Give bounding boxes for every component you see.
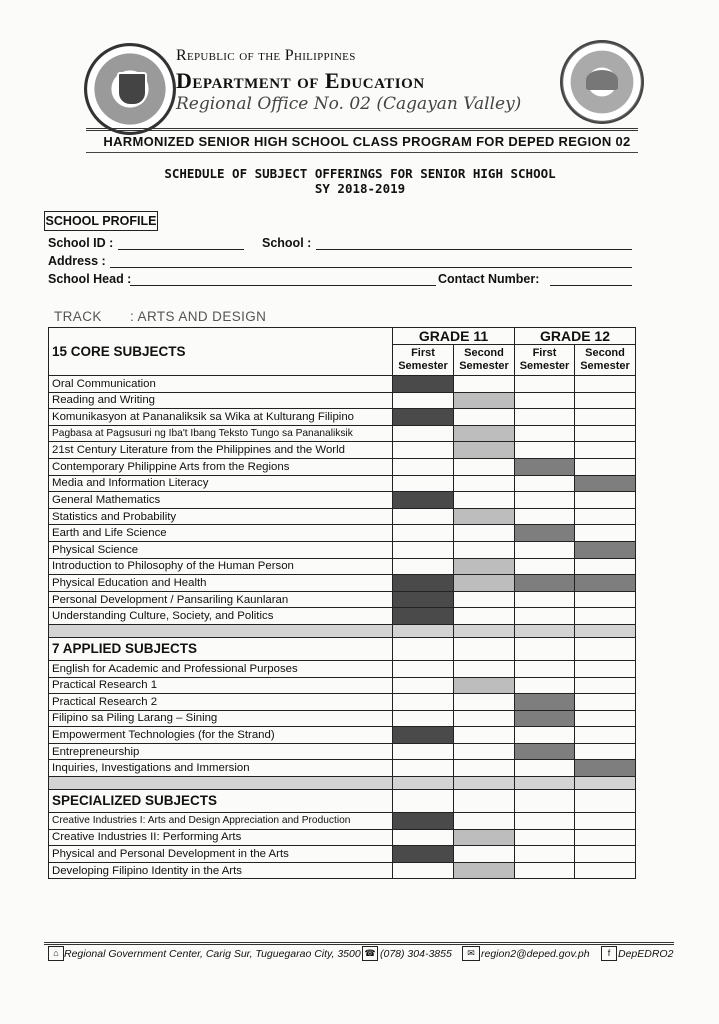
g11-second-semester-cell — [454, 743, 515, 760]
g12-first-semester-cell — [515, 846, 575, 863]
g12-second-semester-cell — [575, 392, 636, 409]
g12-first-semester-cell — [515, 608, 575, 625]
g11-second-semester-cell — [454, 492, 515, 509]
g12-first-semester-cell — [515, 829, 575, 846]
table-row — [49, 677, 636, 694]
empty-cell — [515, 790, 575, 813]
g12-first-semester-cell — [515, 660, 575, 677]
g11-second-semester-cell — [454, 677, 515, 694]
g12-second-semester-cell — [575, 608, 636, 625]
subject-name: Filipino sa Piling Larang – Sining — [49, 710, 393, 727]
g11-first-semester-cell — [393, 694, 454, 711]
header-divider — [86, 128, 638, 131]
g12-first-semester-cell — [515, 458, 575, 475]
contact-number-field[interactable] — [550, 285, 632, 286]
subject-name: Practical Research 1 — [49, 677, 393, 694]
g11-first-semester-cell — [393, 409, 454, 426]
g12-second-semester-cell — [575, 409, 636, 426]
g12-second-semester-cell — [575, 743, 636, 760]
address-field[interactable] — [110, 267, 632, 268]
subject-name: Inquiries, Investigations and Immersion — [49, 760, 393, 777]
table-row — [49, 458, 636, 475]
school-field[interactable] — [316, 249, 632, 250]
g11-second-semester-cell — [454, 525, 515, 542]
table-row — [49, 409, 636, 426]
section-header-row — [49, 790, 636, 813]
table-row — [49, 760, 636, 777]
section-separator-row — [49, 777, 636, 790]
g12-first-semester-cell — [515, 710, 575, 727]
g11-second-semester-cell — [454, 813, 515, 830]
section-title-applied: 7 APPLIED SUBJECTS — [49, 637, 393, 660]
subject-name: Earth and Life Science — [49, 525, 393, 542]
table-row — [49, 575, 636, 592]
grade-11-header: GRADE 11 — [393, 328, 515, 345]
g11-first-semester-cell — [393, 558, 454, 575]
g12-first-semester-cell — [515, 813, 575, 830]
subject-name: Statistics and Probability — [49, 508, 393, 525]
subject-name: Pagbasa at Pagsusuri ng Iba't Ibang Teksto Tungo sa Pananaliksik — [49, 425, 393, 442]
g12-first-semester-cell — [515, 694, 575, 711]
g12-first-semester-cell — [515, 525, 575, 542]
subject-name: Empowerment Technologies (for the Strand) — [49, 727, 393, 744]
empty-cell — [454, 790, 515, 813]
separator-cell — [575, 624, 636, 637]
track-label: TRACK — [54, 309, 102, 324]
subject-name: English for Academic and Professional Purposes — [49, 660, 393, 677]
g12-second-semester-cell — [575, 558, 636, 575]
section-separator-row — [49, 624, 636, 637]
g11-second-semester-cell — [454, 862, 515, 879]
g12-second-semester-header: Second Semester — [575, 345, 636, 376]
table-row — [49, 710, 636, 727]
g11-first-semester-header: First Semester — [393, 345, 454, 376]
g11-first-semester-cell — [393, 525, 454, 542]
g11-second-semester-cell — [454, 660, 515, 677]
separator-cell — [515, 624, 575, 637]
table-row — [49, 475, 636, 492]
subject-name: Physical and Personal Development in the Arts — [49, 846, 393, 863]
g11-first-semester-cell — [393, 492, 454, 509]
g12-first-semester-cell — [515, 409, 575, 426]
program-title: HARMONIZED SENIOR HIGH SCHOOL CLASS PROGRAM FOR DEPED REGION 02 — [103, 134, 631, 149]
g11-first-semester-cell — [393, 425, 454, 442]
g11-first-semester-cell — [393, 829, 454, 846]
g12-first-semester-cell — [515, 677, 575, 694]
school-id-label: School ID : — [48, 236, 114, 250]
subject-name: Introduction to Philosophy of the Human Person — [49, 558, 393, 575]
g12-second-semester-cell — [575, 492, 636, 509]
table-row — [49, 541, 636, 558]
g11-first-semester-cell — [393, 575, 454, 592]
footer-facebook[interactable]: DepEDRO2 — [618, 948, 674, 960]
g11-second-semester-cell — [454, 558, 515, 575]
g11-first-semester-cell — [393, 458, 454, 475]
g11-second-semester-cell — [454, 846, 515, 863]
phone-icon: ☎ — [362, 946, 378, 961]
subject-schedule-table — [48, 327, 636, 879]
g12-second-semester-cell — [575, 829, 636, 846]
table-row — [49, 492, 636, 509]
g12-second-semester-cell — [575, 846, 636, 863]
g11-second-semester-cell — [454, 409, 515, 426]
g12-second-semester-cell — [575, 575, 636, 592]
g11-second-semester-cell — [454, 442, 515, 459]
g12-first-semester-cell — [515, 727, 575, 744]
subject-name: Media and Information Literacy — [49, 475, 393, 492]
empty-cell — [454, 637, 515, 660]
g12-first-semester-cell — [515, 442, 575, 459]
contact-number-label: Contact Number: — [438, 272, 540, 286]
separator-cell — [454, 777, 515, 790]
subject-name: General Mathematics — [49, 492, 393, 509]
g12-second-semester-cell — [575, 525, 636, 542]
subject-name: Personal Development / Pansariling Kaunlaran — [49, 591, 393, 608]
subject-name: Contemporary Philippine Arts from the Regions — [49, 458, 393, 475]
school-id-field[interactable] — [118, 249, 244, 250]
g11-first-semester-cell — [393, 591, 454, 608]
g11-first-semester-cell — [393, 743, 454, 760]
table-header-row — [49, 328, 636, 345]
g12-first-semester-header: First Semester — [515, 345, 575, 376]
g12-first-semester-cell — [515, 575, 575, 592]
g11-second-semester-cell — [454, 760, 515, 777]
table-row — [49, 591, 636, 608]
g12-second-semester-cell — [575, 591, 636, 608]
separator-cell — [49, 624, 393, 637]
deped-seal-logo — [84, 43, 176, 135]
subject-name: Understanding Culture, Society, and Politics — [49, 608, 393, 625]
g11-first-semester-cell — [393, 392, 454, 409]
table-row — [49, 862, 636, 879]
g12-first-semester-cell — [515, 376, 575, 393]
schedule-title: SCHEDULE OF SUBJECT OFFERINGS FOR SENIOR HIGH SCHOOL — [164, 166, 556, 181]
table-row — [49, 829, 636, 846]
regional-office-seal-logo — [560, 40, 644, 124]
subject-name: Oral Communication — [49, 376, 393, 393]
g12-second-semester-cell — [575, 508, 636, 525]
address-label: Address : — [48, 254, 106, 268]
table-row — [49, 425, 636, 442]
footer-address: Regional Government Center, Carig Sur, Tuguegarao City, 3500 — [64, 948, 361, 960]
table-row — [49, 392, 636, 409]
separator-cell — [575, 777, 636, 790]
g11-first-semester-cell — [393, 710, 454, 727]
header-divider-lower — [86, 152, 638, 153]
g11-first-semester-cell — [393, 760, 454, 777]
g11-first-semester-cell — [393, 541, 454, 558]
footer-email[interactable]: region2@deped.gov.ph — [481, 948, 590, 960]
g11-second-semester-cell — [454, 392, 515, 409]
g12-second-semester-cell — [575, 727, 636, 744]
g11-second-semester-cell — [454, 376, 515, 393]
grade-12-header: GRADE 12 — [515, 328, 636, 345]
g12-first-semester-cell — [515, 392, 575, 409]
table-row — [49, 727, 636, 744]
empty-cell — [393, 790, 454, 813]
g11-second-semester-cell — [454, 458, 515, 475]
g11-second-semester-cell — [454, 710, 515, 727]
subject-name: Entrepreneurship — [49, 743, 393, 760]
subject-name: Creative Industries I: Arts and Design Appreciation and Production — [49, 813, 393, 830]
school-head-label: School Head : — [48, 272, 132, 286]
table-row — [49, 743, 636, 760]
g12-second-semester-cell — [575, 862, 636, 879]
g12-second-semester-cell — [575, 425, 636, 442]
subject-name: Developing Filipino Identity in the Arts — [49, 862, 393, 879]
section-title-specialized: SPECIALIZED SUBJECTS — [49, 790, 393, 813]
school-label: School : — [262, 236, 312, 250]
g11-second-semester-cell — [454, 829, 515, 846]
g11-first-semester-cell — [393, 475, 454, 492]
table-row — [49, 660, 636, 677]
table-row — [49, 846, 636, 863]
g11-second-semester-cell — [454, 475, 515, 492]
regional-office-heading: Regional Office No. 02 (Cagayan Valley) — [176, 94, 522, 114]
empty-cell — [515, 637, 575, 660]
g12-second-semester-cell — [575, 677, 636, 694]
g11-second-semester-cell — [454, 608, 515, 625]
g11-second-semester-cell — [454, 425, 515, 442]
g12-second-semester-cell — [575, 760, 636, 777]
subject-name: Physical Science — [49, 541, 393, 558]
envelope-icon: ✉ — [462, 946, 480, 961]
g12-second-semester-cell — [575, 458, 636, 475]
g12-first-semester-cell — [515, 425, 575, 442]
section-header-row — [49, 637, 636, 660]
separator-cell — [515, 777, 575, 790]
g12-second-semester-cell — [575, 813, 636, 830]
g11-second-semester-cell — [454, 508, 515, 525]
school-profile-title: SCHOOL PROFILE — [44, 211, 158, 231]
g12-second-semester-cell — [575, 710, 636, 727]
table-row — [49, 608, 636, 625]
g12-first-semester-cell — [515, 475, 575, 492]
subject-name: Practical Research 2 — [49, 694, 393, 711]
g11-first-semester-cell — [393, 677, 454, 694]
g11-second-semester-cell — [454, 541, 515, 558]
g11-first-semester-cell — [393, 660, 454, 677]
g11-second-semester-cell — [454, 694, 515, 711]
g11-first-semester-cell — [393, 813, 454, 830]
empty-cell — [575, 790, 636, 813]
g11-second-semester-header: Second Semester — [454, 345, 515, 376]
subject-name: Physical Education and Health — [49, 575, 393, 592]
g11-first-semester-cell — [393, 846, 454, 863]
g12-second-semester-cell — [575, 541, 636, 558]
table-row — [49, 508, 636, 525]
g12-first-semester-cell — [515, 492, 575, 509]
school-year: SY 2018-2019 — [314, 181, 406, 196]
department-heading: Department of Education — [176, 68, 425, 93]
g11-first-semester-cell — [393, 442, 454, 459]
g11-first-semester-cell — [393, 862, 454, 879]
separator-cell — [393, 624, 454, 637]
table-row — [49, 694, 636, 711]
g12-first-semester-cell — [515, 760, 575, 777]
track-value: : ARTS AND DESIGN — [130, 309, 267, 324]
g11-second-semester-cell — [454, 575, 515, 592]
table-row — [49, 376, 636, 393]
footer-phone: (078) 304-3855 — [380, 948, 452, 960]
building-icon: ⌂ — [48, 946, 64, 961]
g12-first-semester-cell — [515, 508, 575, 525]
table-row — [49, 813, 636, 830]
g11-first-semester-cell — [393, 727, 454, 744]
republic-heading: Republic of the Philippines — [176, 47, 356, 64]
subject-name: Komunikasyon at Pananaliksik sa Wika at Kulturang Filipino — [49, 409, 393, 426]
g11-second-semester-cell — [454, 727, 515, 744]
separator-cell — [393, 777, 454, 790]
g12-first-semester-cell — [515, 862, 575, 879]
g11-first-semester-cell — [393, 508, 454, 525]
footer-divider — [44, 942, 674, 945]
g11-first-semester-cell — [393, 608, 454, 625]
subject-name: Creative Industries II: Performing Arts — [49, 829, 393, 846]
subject-name: 21st Century Literature from the Philippines and the World — [49, 442, 393, 459]
g12-second-semester-cell — [575, 660, 636, 677]
g12-second-semester-cell — [575, 475, 636, 492]
separator-cell — [454, 624, 515, 637]
g12-first-semester-cell — [515, 558, 575, 575]
section-title-core: 15 CORE SUBJECTS — [49, 328, 393, 376]
school-head-field[interactable] — [130, 285, 436, 286]
separator-cell — [49, 777, 393, 790]
g11-first-semester-cell — [393, 376, 454, 393]
g12-second-semester-cell — [575, 442, 636, 459]
g12-first-semester-cell — [515, 743, 575, 760]
facebook-icon: f — [601, 946, 617, 961]
g12-second-semester-cell — [575, 694, 636, 711]
empty-cell — [393, 637, 454, 660]
g12-first-semester-cell — [515, 541, 575, 558]
table-row — [49, 525, 636, 542]
g12-second-semester-cell — [575, 376, 636, 393]
g12-first-semester-cell — [515, 591, 575, 608]
table-row — [49, 442, 636, 459]
table-row — [49, 558, 636, 575]
g11-second-semester-cell — [454, 591, 515, 608]
subject-name: Reading and Writing — [49, 392, 393, 409]
empty-cell — [575, 637, 636, 660]
